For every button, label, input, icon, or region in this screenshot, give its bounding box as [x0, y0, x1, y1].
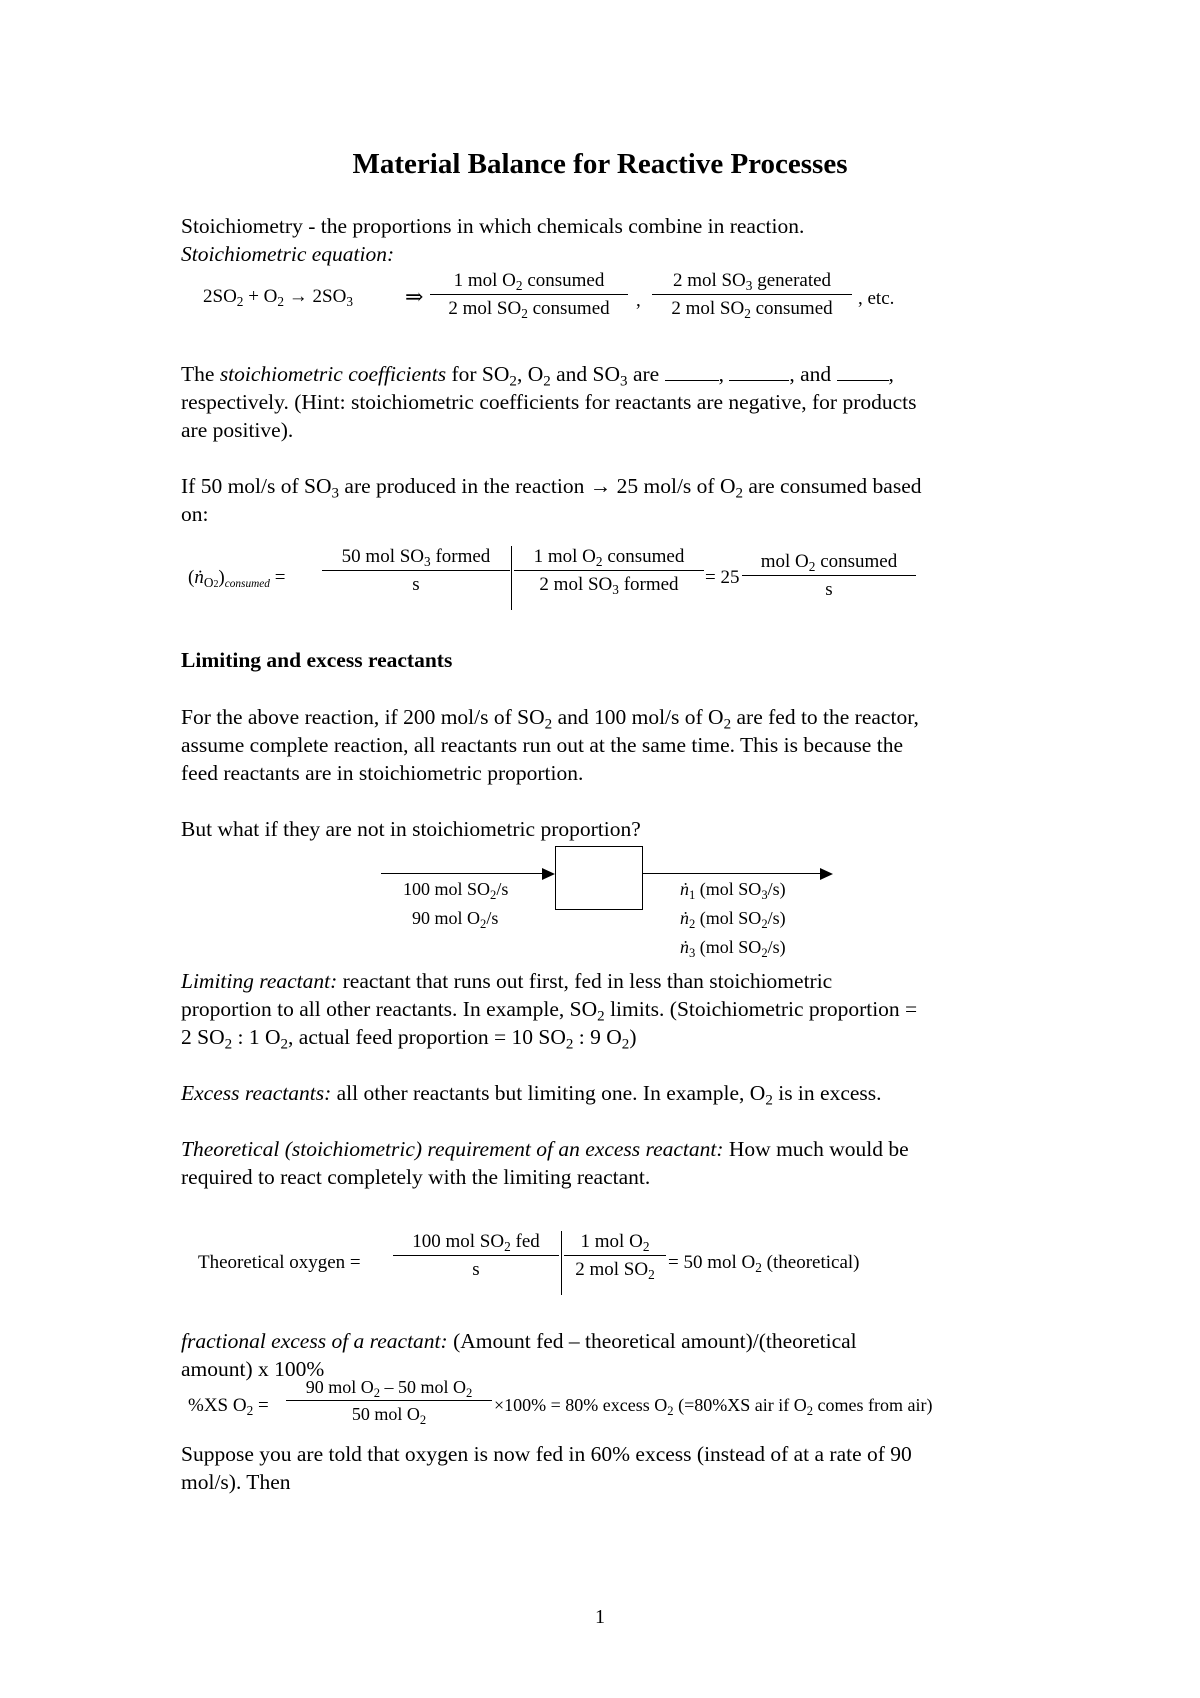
- ratio-fraction-1-denominator: 2 mol $SO_2$ consumed: [430, 294, 628, 320]
- answer-blank-o2[interactable]: [729, 360, 789, 381]
- consumed-o2-lhs: $(ṅ_{O2})_{consumed}$ =: [188, 567, 286, 590]
- above-reaction-line1: For the above reaction, if 200 mol/s of $SO_2$ and 100 mol/s of $O_2$ are fed to the reactor,: [181, 705, 919, 733]
- excess-reactants-line: Excess reactants: all other reactants but limiting one. In example, $O_2$ is in excess.: [181, 1081, 882, 1109]
- fractional-excess-line1: fractional excess of a reactant: (Amount fed – theoretical amount)/(theoretical: [181, 1329, 857, 1353]
- answer-blank-so2[interactable]: [665, 360, 719, 381]
- suppose-line1: Suppose you are told that oxygen is now fed in 60% excess (instead of at a rate of 90: [181, 1442, 912, 1466]
- product-n2-label: ṅ$_2$ (mol $SO_2/s$): [680, 908, 786, 931]
- product-arrow-icon: [820, 868, 833, 880]
- ratio-comma: ,: [636, 290, 641, 311]
- produced-paragraph-line2: on:: [181, 502, 209, 526]
- theoretical-divider: [561, 1231, 562, 1295]
- suppose-line2: mol/s). Then: [181, 1470, 291, 1494]
- coefficients-paragraph-line3: are positive).: [181, 418, 294, 442]
- ratio-fraction-1: [430, 270, 628, 320]
- answer-blank-so3[interactable]: [837, 360, 889, 381]
- product-n3-label: ṅ$_3$ (mol $SO_2/s$): [680, 937, 786, 960]
- feed-stream-line: [381, 873, 544, 874]
- limiting-excess-heading: Limiting and excess reactants: [181, 648, 453, 672]
- theoretical-oxygen-lhs: Theoretical oxygen =: [198, 1252, 361, 1273]
- ratio-fraction-2-denominator: 2 mol $SO_2$ consumed: [652, 294, 852, 320]
- stoichiometric-equation-label-text: Stoichiometric equation:: [181, 242, 395, 266]
- percent-excess-result: ×100% = 80% excess $O_2$ (=80%XS air if $O_2$ comes from air): [494, 1395, 933, 1418]
- reaction-sub: 2: [236, 293, 244, 309]
- page-number: 1: [595, 1606, 605, 1628]
- reactor-box: [555, 846, 643, 910]
- reaction-equation: [203, 286, 353, 308]
- fractional-excess-term: fractional excess of a reactant:: [181, 1329, 448, 1353]
- limiting-reactant-term: Limiting reactant:: [181, 969, 338, 993]
- above-reaction-line2: assume complete reaction, all reactants run out at the same time. This is because the: [181, 733, 903, 757]
- excess-reactants-term: Excess reactants:: [181, 1081, 332, 1105]
- limiting-reactant-line2: proportion to all other reactants. In example, $SO_2$ limits. (Stoichiometric proportion =: [181, 997, 918, 1025]
- feed-arrow-icon: [542, 868, 555, 880]
- consumed-fraction-2: 1 mol $O_2$ consumed 2 mol $SO_3$ formed: [514, 546, 704, 596]
- coefficients-paragraph-line1: The stoichiometric coefficients for $SO_2$, $O_2$ and $SO_3$ are , , and ,: [181, 362, 894, 390]
- product-n1-label: ṅ$_1$ (mol $SO_3/s$): [680, 879, 786, 902]
- stoichiometric-coefficients-term: stoichiometric coefficients: [219, 362, 447, 386]
- theoretical-oxygen-result: = 50 mol $O_2$ (theoretical): [668, 1252, 860, 1275]
- theoretical-fraction-1: 100 mol $SO_2$ fed s: [393, 1231, 559, 1281]
- limiting-reactant-line3: 2 $SO_2$ : 1 $O_2$, actual feed proportion = 10 $SO_2$ : 9 $O_2$): [181, 1025, 637, 1053]
- percent-excess-fraction: 90 mol $O_2 - 50$ mol $O_2$ 50 mol $O_2$: [286, 1377, 492, 1425]
- feed-so2-label: 100 mol $SO_2/s$: [403, 879, 509, 902]
- reaction-part: 2SO: [203, 286, 237, 307]
- reaction-sub: 2: [277, 293, 285, 309]
- consumed-result-coefficient: = 25: [705, 567, 740, 588]
- theoretical-fraction-2: 1 mol $O_2$ 2 mol $SO_2$: [564, 1231, 666, 1281]
- page-title: Material Balance for Reactive Processes: [352, 148, 848, 180]
- coefficients-paragraph-line2: respectively. (Hint: stoichiometric coefficients for reactants are negative, for products: [181, 390, 917, 414]
- consumed-fraction-1: 50 mol $SO_3$ formed s: [322, 546, 510, 596]
- theoretical-requirement-term: Theoretical (stoichiometric) requirement of an excess reactant:: [181, 1137, 724, 1161]
- product-stream-line: [643, 873, 823, 874]
- ratio-etc: , etc.: [858, 288, 895, 309]
- ratio-fraction-2-numerator: 2 mol $SO_3$ generated: [672, 270, 832, 293]
- stoichiometric-equation-label: [181, 240, 1027, 268]
- stoichiometry-definition-text: Stoichiometry - the proportions in which chemicals combine in reaction.: [181, 214, 805, 238]
- theoretical-requirement-line1: Theoretical (stoichiometric) requirement of an excess reactant: How much would be: [181, 1137, 909, 1161]
- consumed-fraction-3: mol $O_2$ consumed s: [742, 551, 916, 601]
- ratio-fraction-2: [652, 270, 852, 320]
- percent-excess-lhs: %XS $O_2$ =: [188, 1395, 269, 1418]
- above-reaction-line3: feed reactants are in stoichiometric proportion.: [181, 761, 584, 785]
- unit-conversion-divider: [511, 546, 512, 610]
- theoretical-requirement-line2: required to react completely with the limiting reactant.: [181, 1165, 651, 1189]
- implies-symbol: ⇒: [405, 284, 424, 309]
- ratio-fraction-1-numerator: 1 mol $O_2$ consumed: [453, 270, 605, 293]
- stoichiometry-definition: [181, 212, 1027, 240]
- produced-paragraph-line1: If 50 mol/s of $SO_3$ are produced in the reaction → 25 mol/s of $O_2$ are consumed based: [181, 474, 922, 502]
- proportion-question: But what if they are not in stoichiometric proportion?: [181, 817, 641, 841]
- reaction-sub: 3: [346, 293, 353, 309]
- limiting-reactant-line1: Limiting reactant: reactant that runs out first, fed in less than stoichiometric: [181, 969, 833, 993]
- right-arrow-icon: →: [589, 474, 612, 498]
- reaction-part: + O: [243, 286, 278, 307]
- fractional-excess-line2: amount) x 100%: [181, 1357, 325, 1381]
- reaction-part: → 2SO: [284, 286, 347, 307]
- feed-o2-label: 90 mol $O_2/s$: [412, 908, 499, 931]
